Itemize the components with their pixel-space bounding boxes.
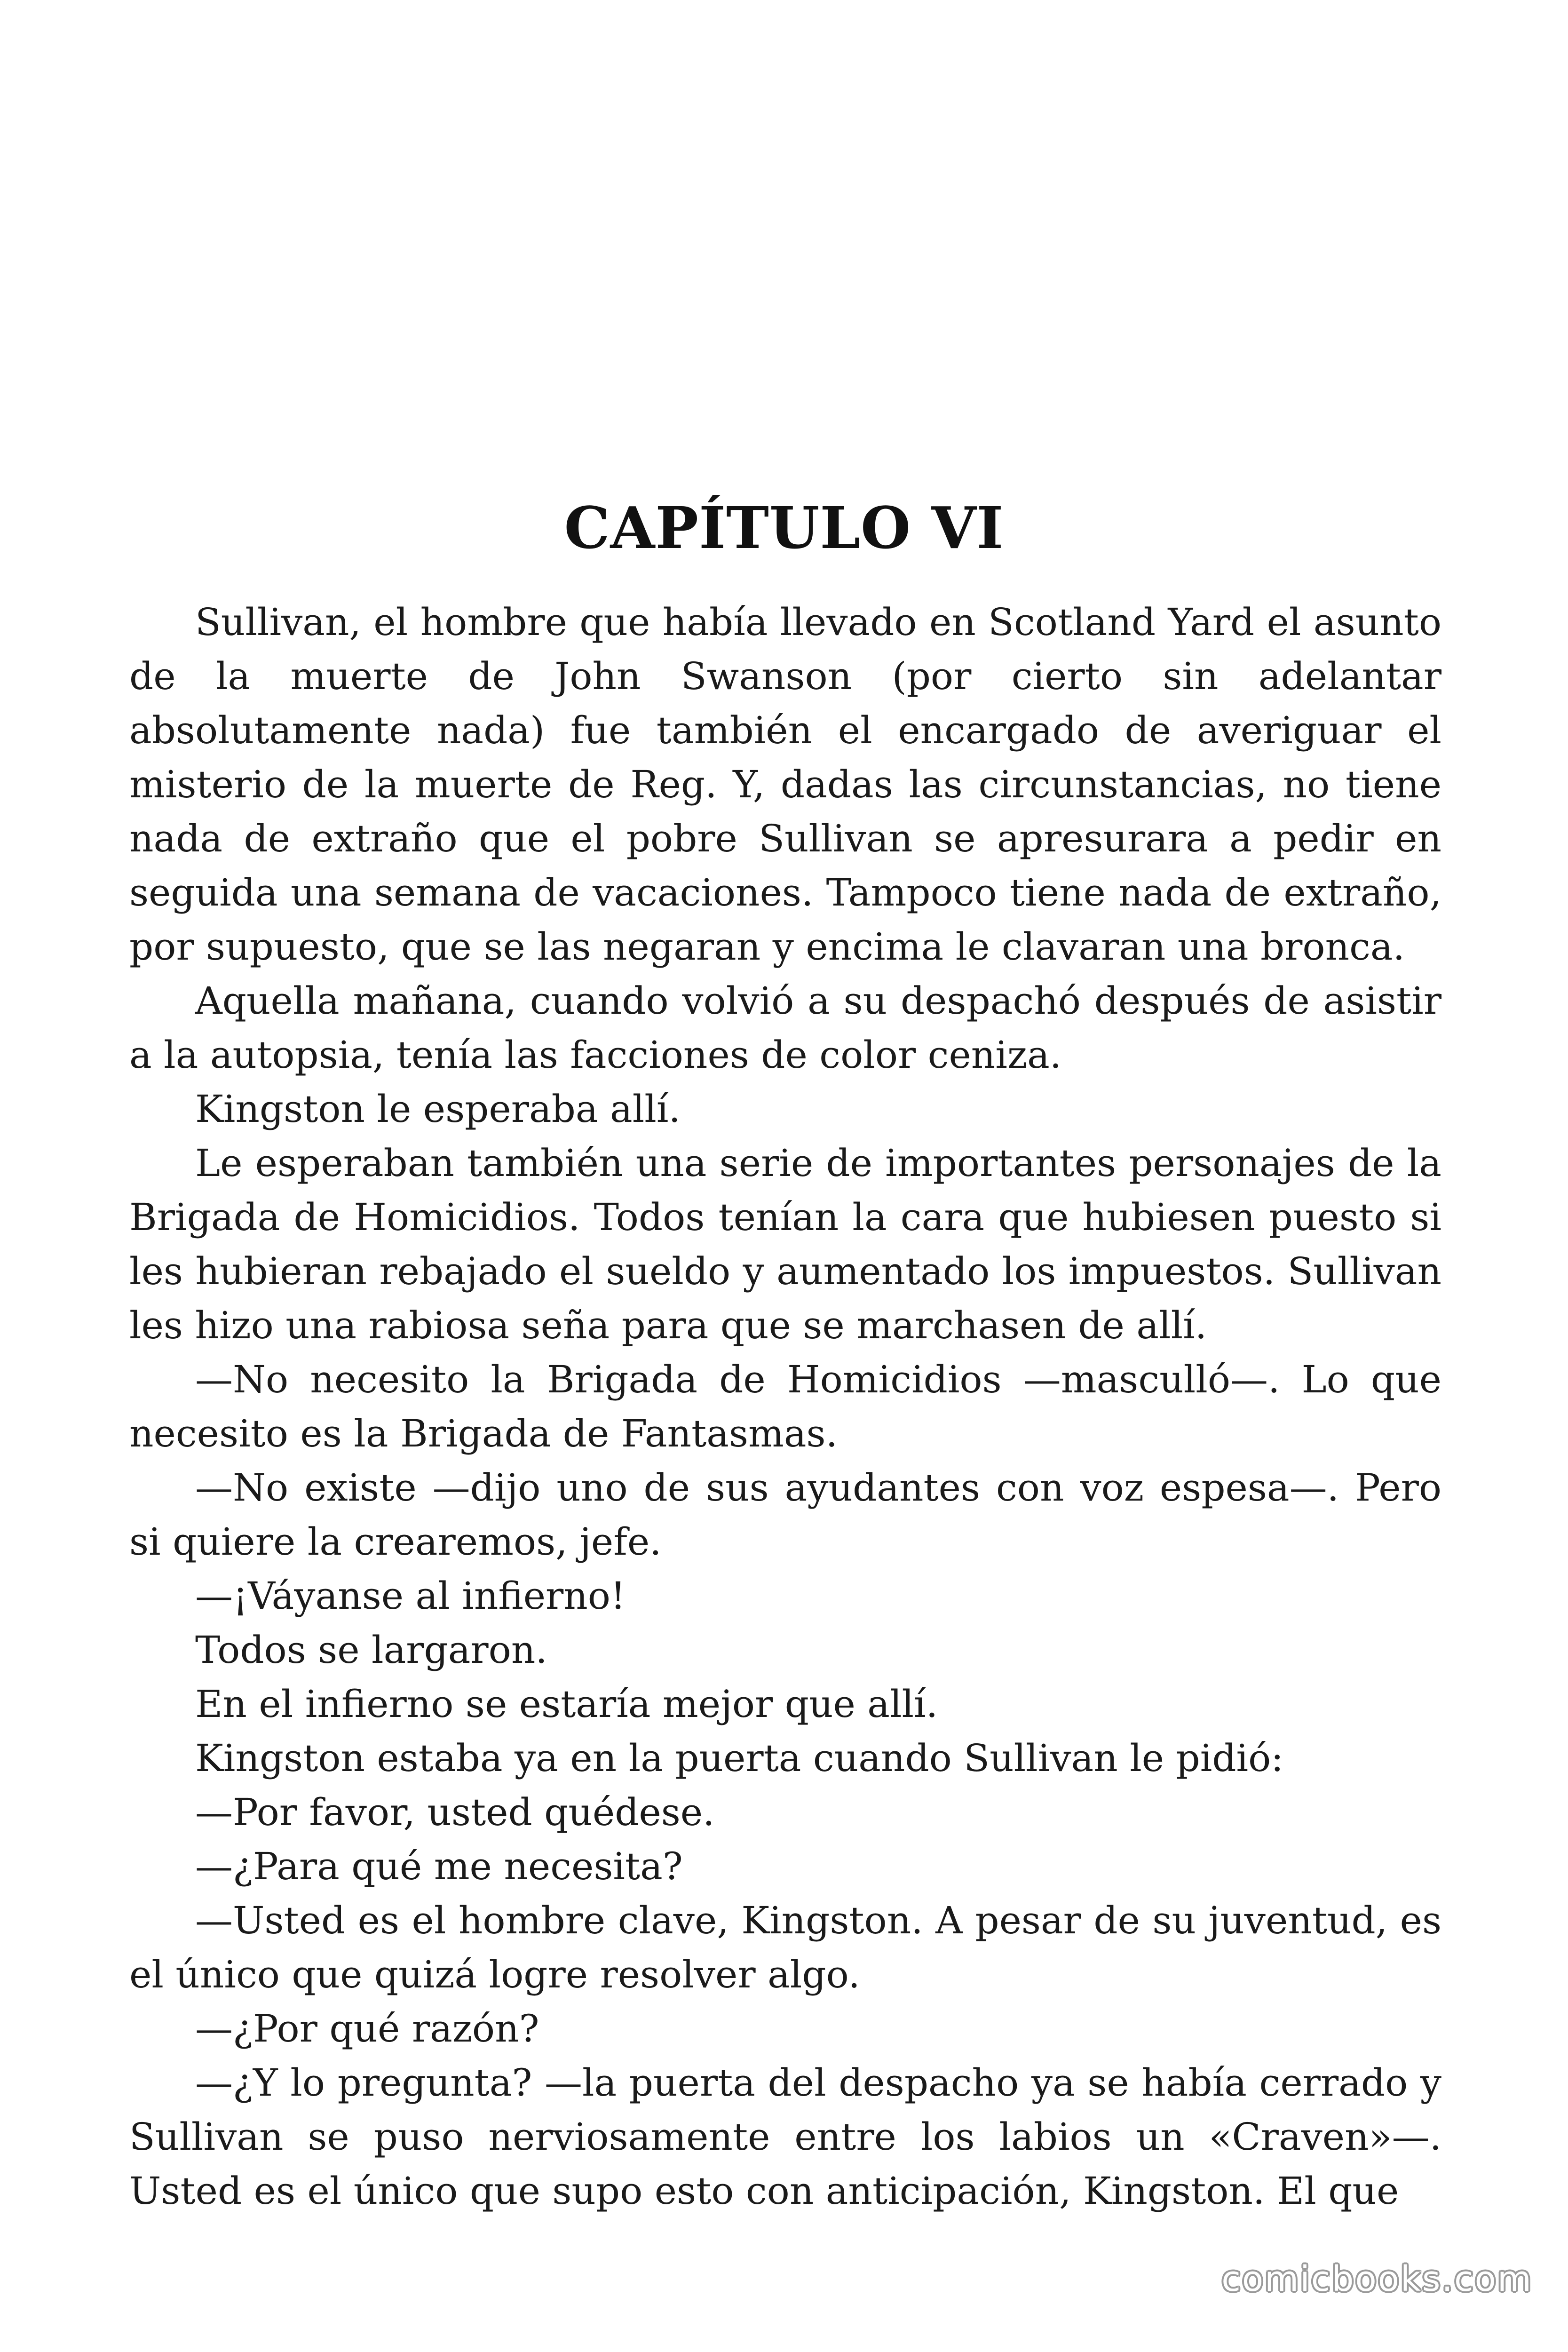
paragraph: —Usted es el hombre clave, Kingston. A pesar de su juventud, es el único que quizá logre resolver algo. [129,1899,1441,1996]
paragraph: —¿Para qué me necesita? [195,1844,683,1888]
paragraph: Todos se largaron. [195,1628,547,1672]
site-watermark: comicbooks.com [1221,2259,1533,2299]
paragraph: Kingston estaba ya en la puerta cuando Sullivan le pidió: [195,1736,1284,1780]
paragraph: —Por favor, usted quédese. [195,1790,715,1834]
paragraph: —¿Por qué razón? [195,2007,539,2050]
paragraph: —No necesito la Brigada de Homicidios —masculló—. Lo que necesito es la Brigada de Fantasmas. [129,1358,1441,1455]
chapter-body [129,595,1441,2218]
chapter-title: CAPÍTULO VI [564,493,1004,562]
paragraph: —¿Y lo pregunta? —la puerta del despacho ya se había cerrado y Sullivan se puso nerviosamente entre los labios un «Craven»—. Usted es el único que supo esto con anticipación, Kingston. El que [129,2061,1441,2213]
paragraph: Sullivan, el hombre que había llevado en Scotland Yard el asunto de la muerte de John Swanson (por cierto sin adelantar absolutamente nada) fue también el encargado de averiguar el misterio de la muerte de Reg. Y, dadas las circunstancias, no tiene nada de extraño que el pobre Sullivan se apresurara a pedir en seguida una semana de vacaciones. Tampoco tiene nada de extraño, por supuesto, que se las negaran y encima le clavaran una bronca. [129,600,1441,969]
paragraph: Kingston le esperaba allí. [195,1087,681,1131]
paragraph: —No existe —dijo uno de sus ayudantes con voz espesa—. Pero si quiere la crearemos, jefe. [129,1466,1441,1564]
paragraph: Aquella mañana, cuando volvió a su despachó después de asistir a la autopsia, tenía las facciones de color ceniza. [129,979,1441,1077]
paragraph: En el infierno se estaría mejor que allí. [195,1682,938,1726]
paragraph: —¡Váyanse al infierno! [195,1574,626,1618]
paragraph: Le esperaban también una serie de importantes personajes de la Brigada de Homicidios. Todos tenían la cara que hubiesen puesto si les hubieran rebajado el sueldo y aumentado los impuestos. Sullivan les hizo una rabiosa seña para que se marchasen de allí. [129,1141,1441,1347]
